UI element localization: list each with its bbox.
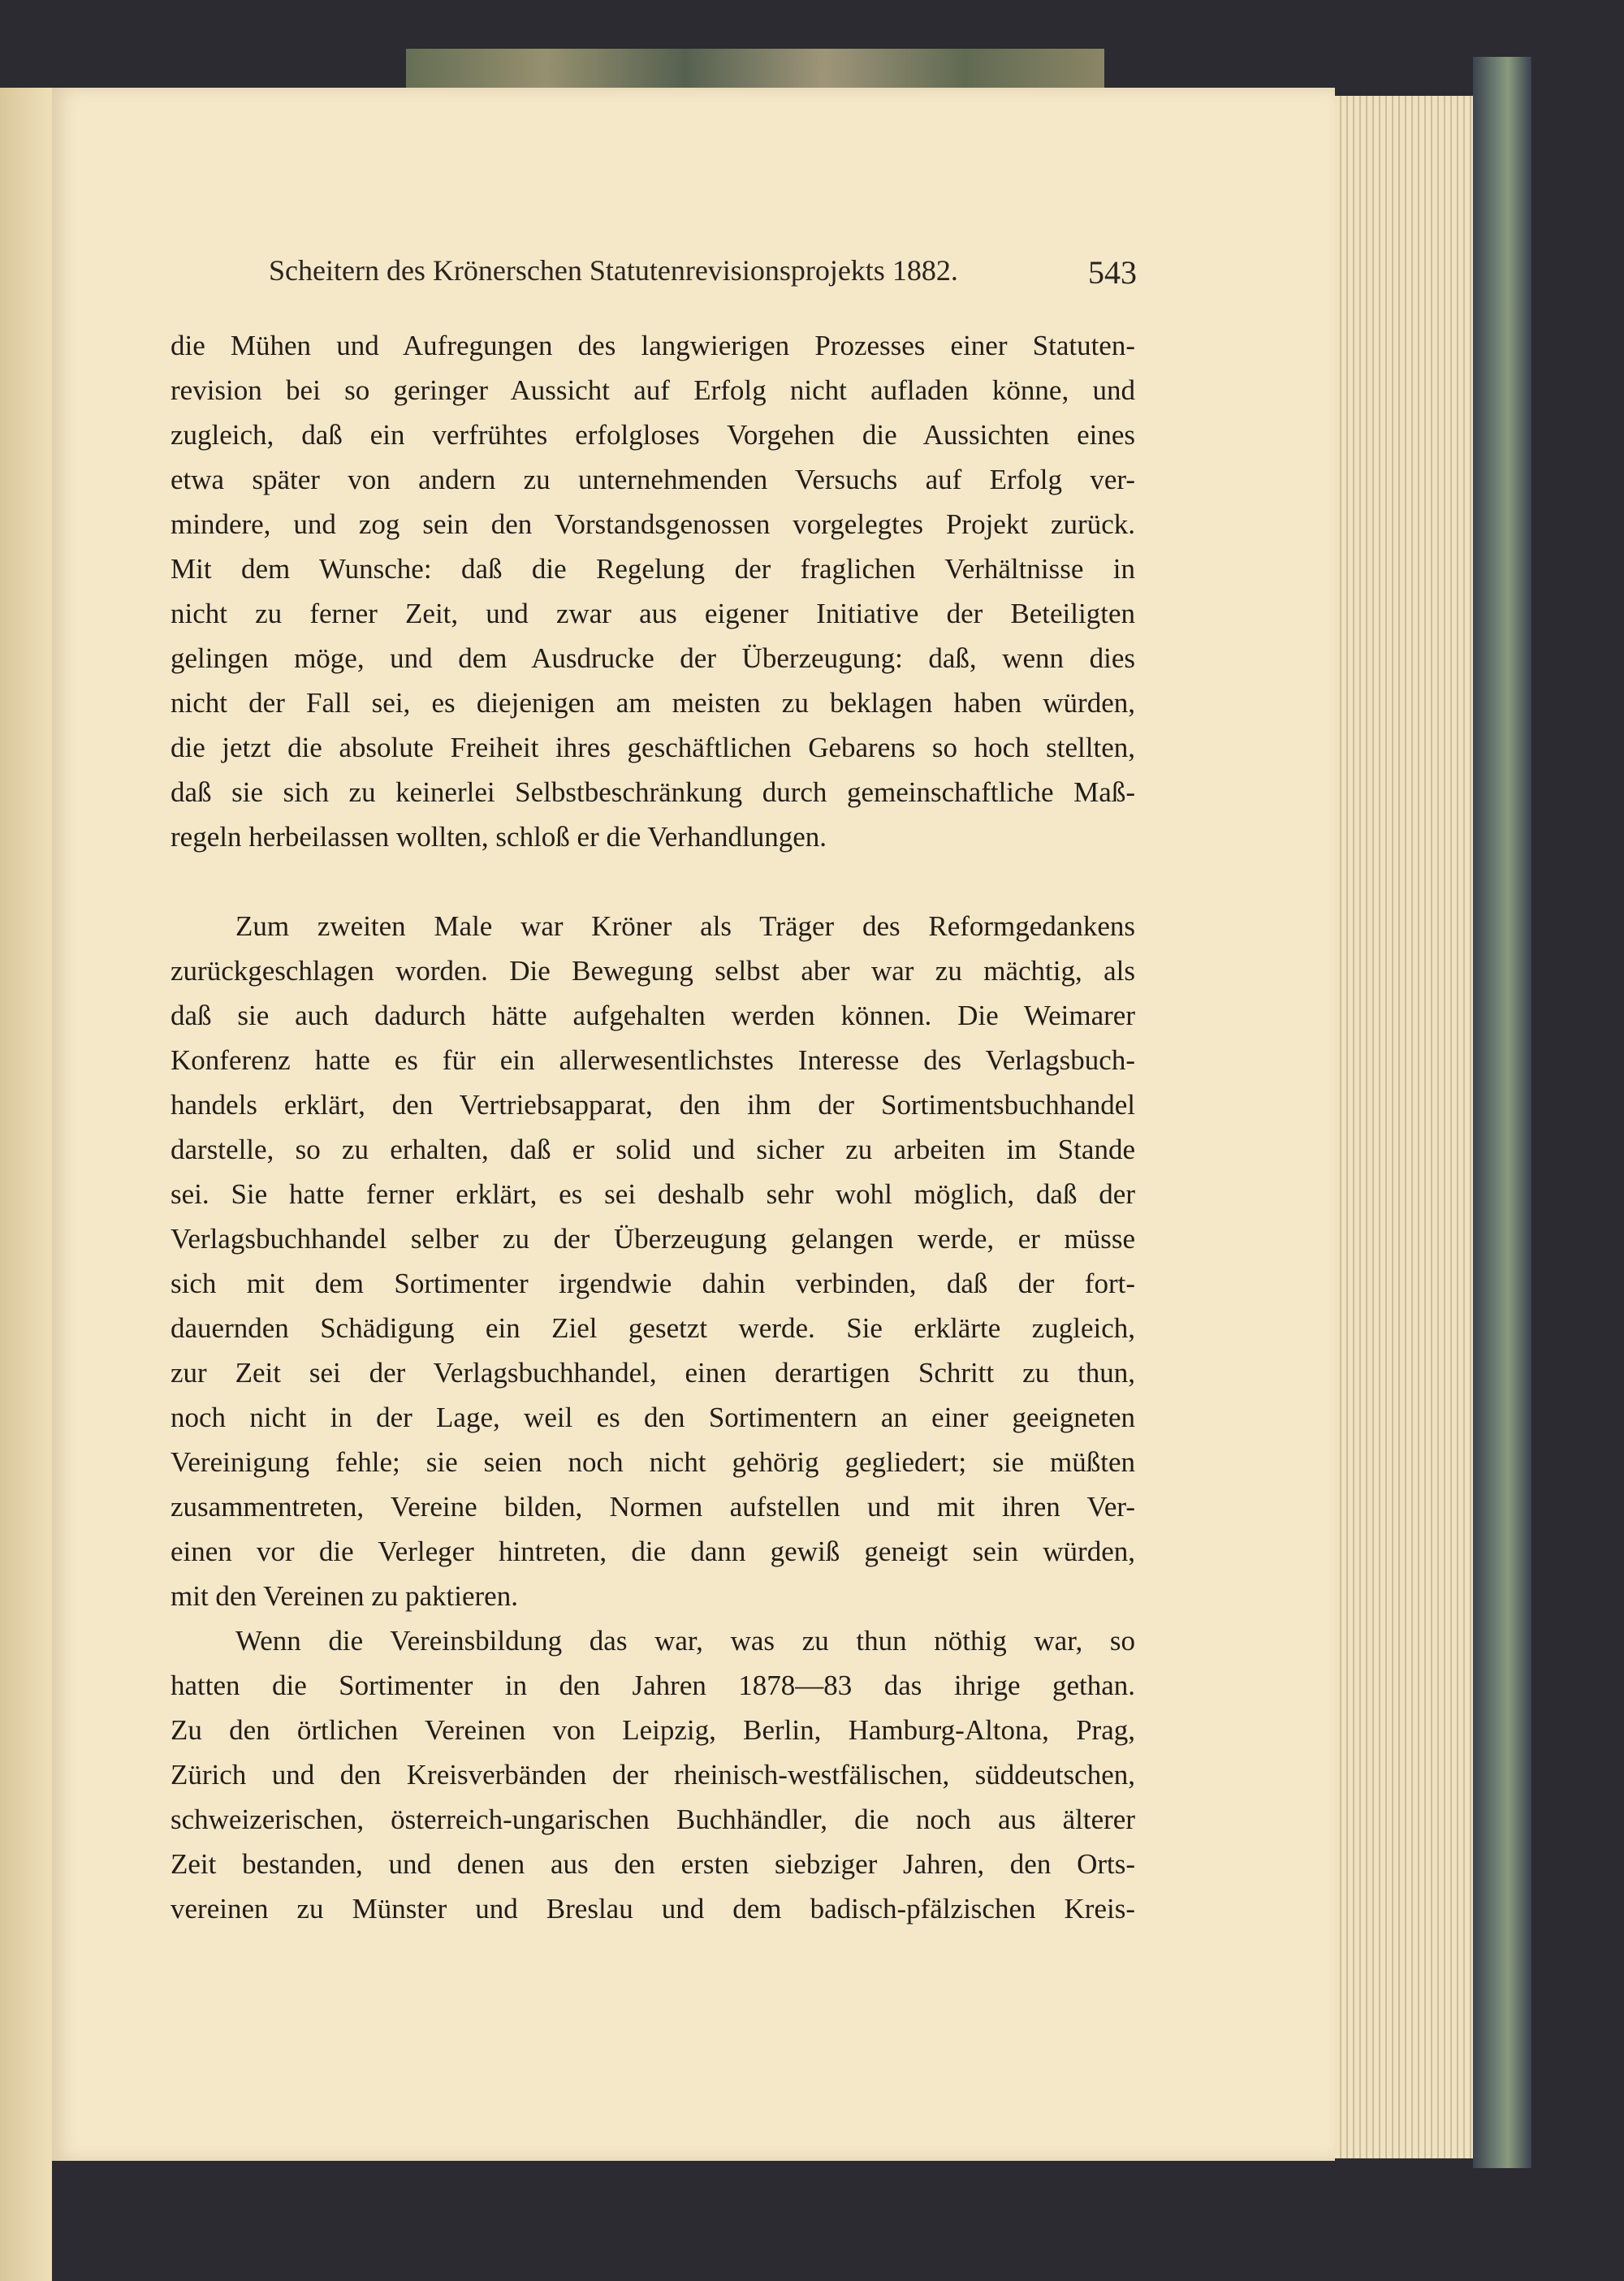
text-line: Zürich und den Kreisverbänden der rheinisch-westfälischen, süddeutschen, [171,1759,1135,1791]
paragraph [171,323,1135,859]
facing-page-edge [0,88,52,2281]
text-line: sei. Sie hatte ferner erklärt, es sei deshalb sehr wohl möglich, daß der [171,1178,1135,1210]
body-text [171,323,1135,1931]
text-line: Zeit bestanden, und denen aus den ersten siebziger Jahren, den Orts- [171,1848,1135,1880]
book-cover [1473,57,1531,2168]
text-line: revision bei so geringer Aussicht auf Erfolg nicht aufladen könne, und [171,374,1135,406]
text-line: schweizerischen, österreich-ungarischen Buchhändler, die noch aus älterer [171,1804,1135,1835]
page-edges [1335,96,1473,2158]
text-line: Konferenz hatte es für ein allerwesentlichstes Interesse des Verlagsbuch- [171,1044,1135,1076]
text-line: einen vor die Verleger hintreten, die dann gewiß geneigt sein würden, [171,1536,1135,1567]
paragraph [171,1618,1135,1931]
paragraph [171,904,1135,1618]
text-line: darstelle, so zu erhalten, daß er solid und sicher zu arbeiten im Stande [171,1134,1135,1165]
text-line: handels erklärt, den Vertriebsapparat, den ihm der Sortimentsbuchhandel [171,1089,1135,1121]
text-line: Vereinigung fehle; sie seien noch nicht gehörig gegliedert; sie müßten [171,1446,1135,1478]
text-line: vereinen zu Münster und Breslau und dem badisch-pfälzischen Kreis- [171,1893,1135,1925]
text-line: zugleich, daß ein verfrühtes erfolgloses Vorgehen die Aussichten eines [171,419,1135,451]
text-line: noch nicht in der Lage, weil es den Sortimentern an einer geeigneten [171,1402,1135,1433]
text-line: regeln herbeilassen wollten, schloß er die Verhandlungen. [171,821,827,853]
text-line: dauernden Schädigung ein Ziel gesetzt werde. Sie erklärte zugleich, [171,1312,1135,1344]
text-line: nicht zu ferner Zeit, und zwar aus eigener Initiative der Beteiligten [171,598,1135,629]
text-line: die jetzt die absolute Freiheit ihres geschäftlichen Gebarens so hoch stellten, [171,732,1135,763]
text-line: gelingen möge, und dem Ausdrucke der Überzeugung: daß, wenn dies [171,642,1135,674]
text-line: nicht der Fall sei, es diejenigen am meisten zu beklagen haben würden, [171,687,1135,719]
text-line: zusammentreten, Vereine bilden, Normen aufstellen und mit ihren Ver- [171,1491,1135,1523]
text-line: etwa später von andern zu unternehmenden Versuchs auf Erfolg ver- [171,464,1135,495]
text-line: die Mühen und Aufregungen des langwierigen Prozesses einer Statuten- [171,330,1135,361]
page-number: 543 [1088,254,1137,291]
page-header [171,253,1137,299]
text-line: Zu den örtlichen Vereinen von Leipzig, Berlin, Hamburg-Altona, Prag, [171,1714,1135,1746]
text-line: sich mit dem Sortimenter irgendwie dahin verbinden, daß der fort- [171,1268,1135,1299]
text-line: Mit dem Wunsche: daß die Regelung der fraglichen Verhältnisse in [171,553,1135,585]
text-line: zurückgeschlagen worden. Die Bewegung selbst aber war zu mächtig, als [171,955,1135,987]
text-line: zur Zeit sei der Verlagsbuchhandel, einen derartigen Schritt zu thun, [171,1357,1135,1389]
text-line: daß sie auch dadurch hätte aufgehalten werden können. Die Weimarer [171,1000,1135,1031]
text-line: mindere, und zog sein den Vorstandsgenossen vorgelegtes Projekt zurück. [171,508,1135,540]
running-title: Scheitern des Krönerschen Statutenrevisionsprojekts 1882. [269,254,958,287]
text-line: hatten die Sortimenter in den Jahren 1878—83 das ihrige gethan. [171,1670,1135,1701]
text-line: daß sie sich zu keinerlei Selbstbeschränkung durch gemeinschaftliche Maß- [171,776,1135,808]
marbled-cover-edge [406,49,1104,93]
text-line: Zum zweiten Male war Kröner als Träger des Reformgedankens [235,910,1135,942]
text-line: Verlagsbuchhandel selber zu der Überzeugung gelangen werde, er müsse [171,1223,1135,1255]
text-line: mit den Vereinen zu paktieren. [171,1580,518,1612]
text-line: Wenn die Vereinsbildung das war, was zu thun nöthig war, so [235,1625,1135,1657]
